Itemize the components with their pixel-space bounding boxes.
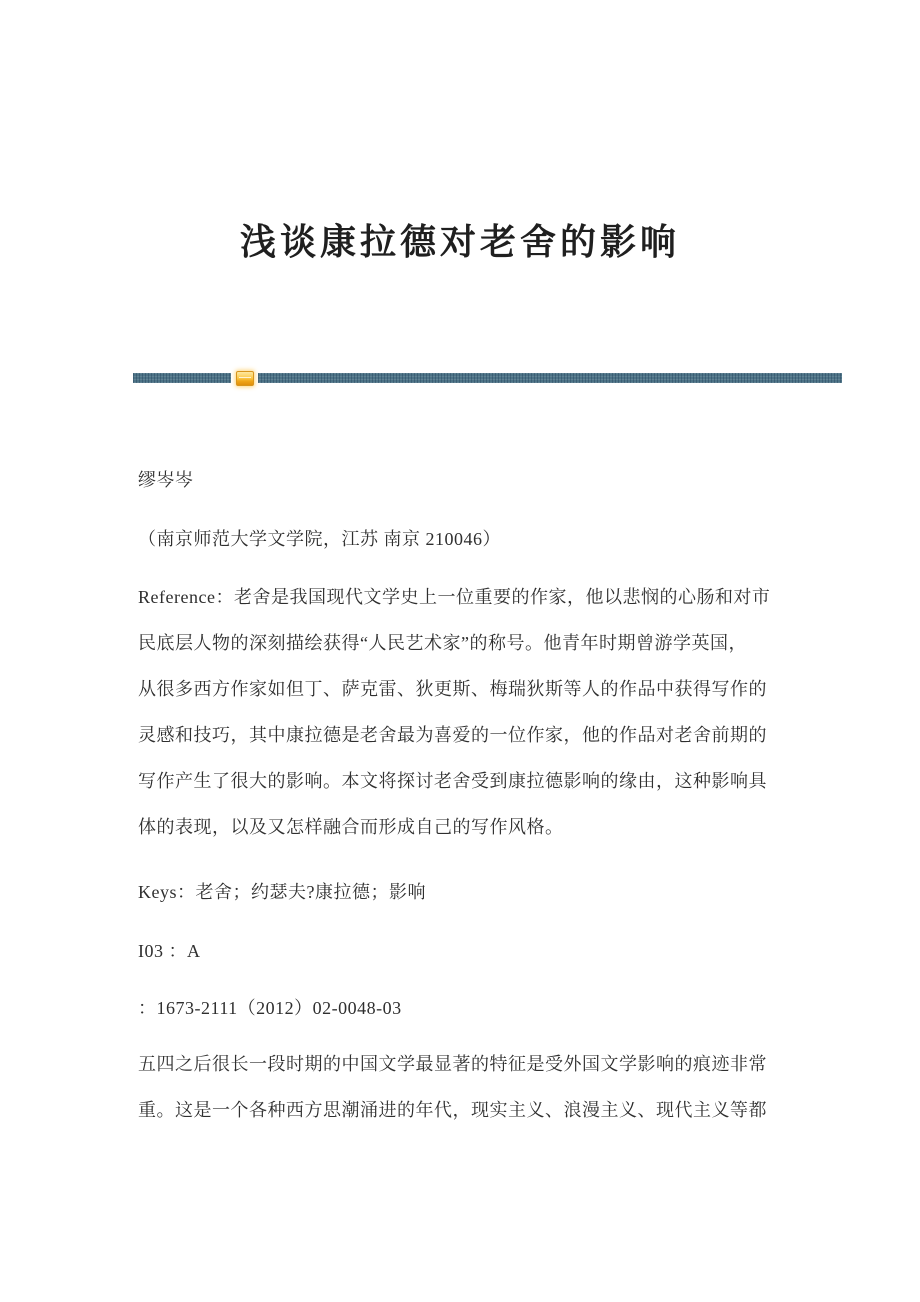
title-divider <box>133 370 842 386</box>
abstract-line-5: 写作产生了很大的影响。本文将探讨老舍受到康拉德影响的缘由，这种影响具 <box>138 771 767 791</box>
divider-right-bar <box>258 373 842 383</box>
body-line-2: 重。这是一个各种西方思潮涌进的年代，现实主义、浪漫主义、现代主义等都 <box>138 1100 767 1120</box>
author-affiliation: （南京师范大学文学院，江苏 南京 210046） <box>138 529 501 549</box>
article-content <box>138 457 845 1133</box>
divider-left-bar <box>133 373 231 383</box>
article-number-line: ：1673-2111（2012）02-0048-03 <box>138 998 402 1018</box>
keywords-line: Keys：老舍；约瑟夫?康拉德；影响 <box>138 882 426 902</box>
abstract-line-1: Reference：老舍是我国现代文学史上一位重要的作家，他以悲悯的心肠和对市 <box>138 587 771 607</box>
abstract-paragraph <box>138 574 845 850</box>
abstract-line-4: 灵感和技巧，其中康拉德是老舍最为喜爱的一位作家，他的作品对老舍前期的 <box>138 725 767 745</box>
classification-line: I03 ：A <box>138 941 201 961</box>
article-title: 浅谈康拉德对老舍的影响 <box>239 222 680 262</box>
abstract-line-2: 民底层人物的深刻描绘获得“人民艺术家”的称号。他青年时期曾游学英国， <box>138 633 747 653</box>
abstract-line-6: 体的表现，以及又怎样融合而形成自己的写作风格。 <box>138 817 564 837</box>
envelope-icon <box>236 371 254 386</box>
abstract-line-3: 从很多西方作家如但丁、萨克雷、狄更斯、梅瑞狄斯等人的作品中获得写作的 <box>138 679 767 699</box>
author-name: 缪岑岑 <box>138 470 194 490</box>
body-line-1: 五四之后很长一段时期的中国文学最显著的特征是受外国文学影响的痕迹非常 <box>138 1054 767 1074</box>
body-paragraph <box>138 1041 845 1133</box>
